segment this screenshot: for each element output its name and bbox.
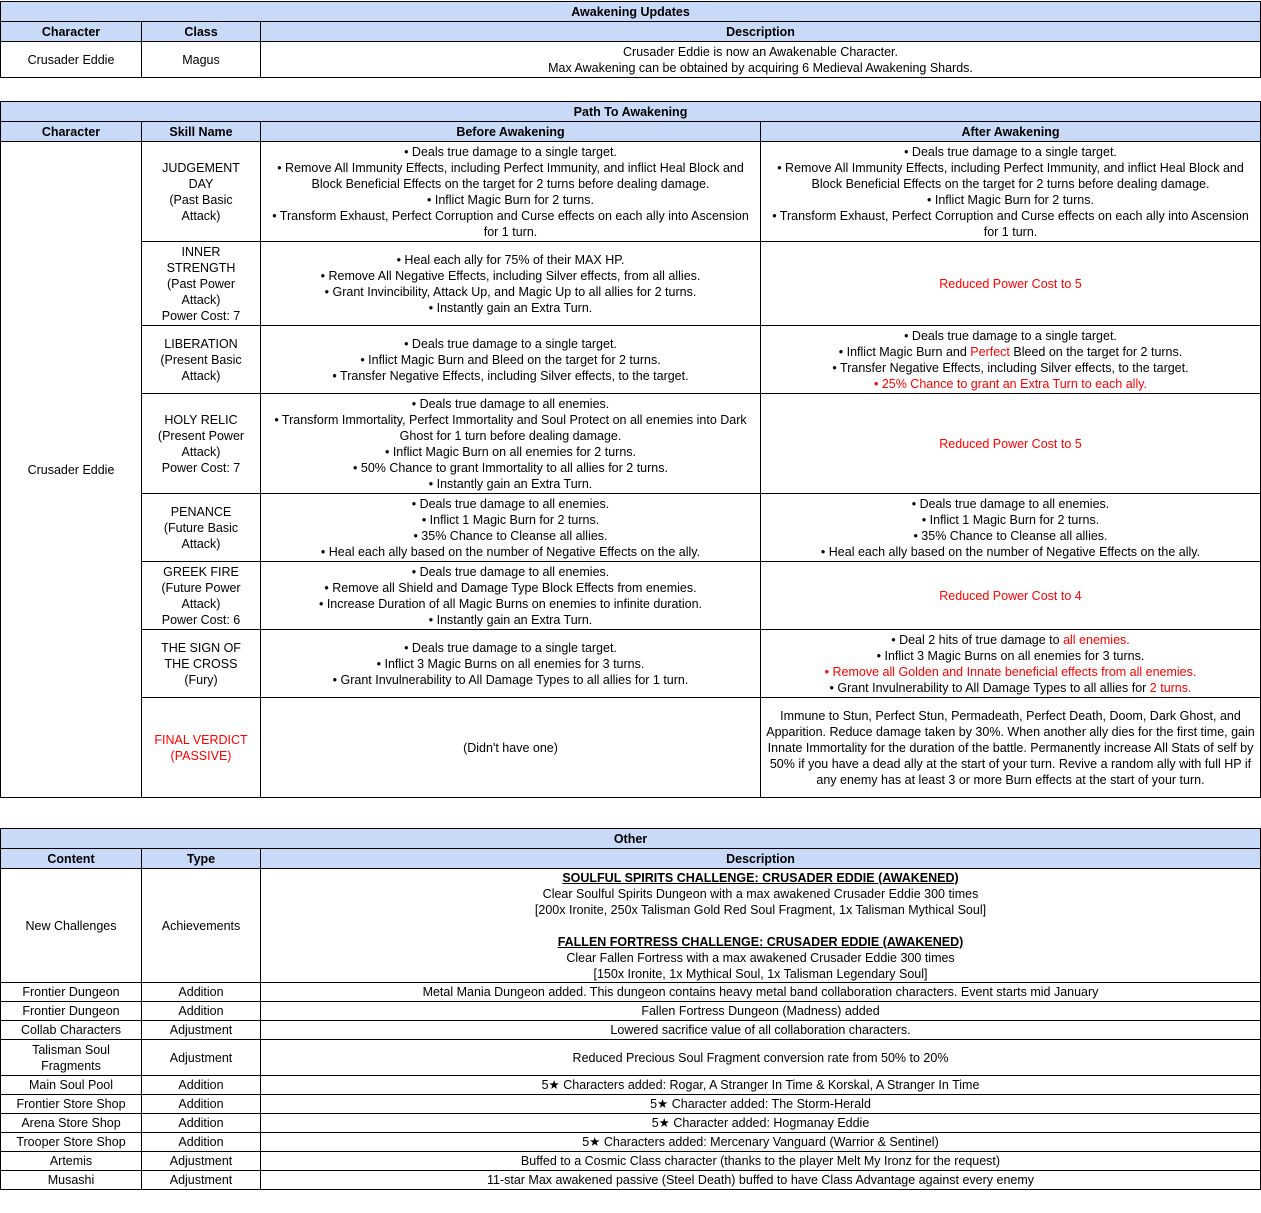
type-cell: Addition [142, 1133, 261, 1152]
after-text: Bleed on the target for 2 turns. [1009, 344, 1183, 359]
skill-after-cell: • Deals true damage to a single target. • Remove All Immunity Effects, including Perfect Immunity, and inflict Heal Block and Block Beneficial Effects on the target for 2 turns before dealing damage. • Inflict Magic Burn for 2 turns. • Transform Exhaust, Perfect Corruption and Curse effects on each ally into Ascension for 1 turn. [761, 142, 1261, 242]
skill-after-cell [761, 630, 1261, 698]
awakening-updates-title: Awakening Updates [1, 2, 1261, 22]
skill-after-cell: Reduced Power Cost to 5 [761, 242, 1261, 326]
col-header-class: Class [142, 22, 261, 42]
content-cell: Arena Store Shop [1, 1114, 142, 1133]
content-cell: Main Soul Pool [1, 1076, 142, 1095]
challenge-title: FALLEN FORTRESS CHALLENGE: CRUSADER EDDIE (AWAKENED) [557, 934, 964, 949]
type-cell: Addition [142, 983, 261, 1002]
awakening-updates-table [0, 1, 1261, 78]
skill-before-cell: • Deals true damage to a single target. • Inflict 3 Magic Burns on all enemies for 3 turns. • Grant Invulnerability to All Damage Types to all allies for 1 turn. [261, 630, 761, 698]
after-text-red: Perfect [970, 344, 1010, 359]
other-table [0, 828, 1261, 1190]
skill-before-cell: • Deals true damage to a single target. • Inflict Magic Burn and Bleed on the target for 2 turns. • Transfer Negative Effects, including Silver effects, to the target. [261, 326, 761, 394]
type-cell: Achievements [142, 869, 261, 983]
skill-after-cell: Immune to Stun, Perfect Stun, Permadeath, Perfect Death, Doom, Dark Ghost, and Apparition. Reduce damage taken by 30%. When another ally dies for the first time, gain Innate Immortality for the duration of the battle. Permanently increase All Stats of self by 50% if you have a dead ally at the start of your turn. Revive a random ally with full HP if any enemy has at least 3 or more Burn effects at the start of your turn. [761, 698, 1261, 798]
skill-before-cell: (Didn't have one) [261, 698, 761, 798]
description-cell: Metal Mania Dungeon added. This dungeon contains heavy metal band collaboration characters. Event starts mid January [261, 983, 1261, 1002]
description-cell: 5★ Characters added: Rogar, A Stranger In Time & Korskal, A Stranger In Time [261, 1076, 1261, 1095]
type-cell: Adjustment [142, 1171, 261, 1190]
col-header-description: Description [261, 22, 1261, 42]
description-cell: Buffed to a Cosmic Class character (thanks to the player Melt My Ironz for the request) [261, 1152, 1261, 1171]
path-to-awakening-table [0, 101, 1261, 798]
after-text: • Deal 2 hits of true damage to [891, 632, 1064, 647]
col-header-before-awakening: Before Awakening [261, 122, 761, 142]
col-header-skill-name: Skill Name [142, 122, 261, 142]
challenge-line: Clear Soulful Spirits Dungeon with a max awakened Crusader Eddie 300 times [542, 886, 979, 901]
skill-after-cell [761, 326, 1261, 394]
type-cell: Addition [142, 1002, 261, 1021]
content-cell: Frontier Dungeon [1, 1002, 142, 1021]
skill-name-cell: FINAL VERDICT (PASSIVE) [142, 698, 261, 798]
after-line: • Deals true damage to a single target. [904, 328, 1117, 343]
col-header-after-awakening: After Awakening [761, 122, 1261, 142]
awakening-desc-line: Max Awakening can be obtained by acquiring 6 Medieval Awakening Shards. [548, 60, 973, 75]
description-cell: Lowered sacrifice value of all collaboration characters. [261, 1021, 1261, 1040]
skill-name-cell: GREEK FIRE (Future Power Attack) Power Cost: 6 [142, 562, 261, 630]
description-cell: 5★ Character added: Hogmanay Eddie [261, 1114, 1261, 1133]
description-cell: Reduced Precious Soul Fragment conversion rate from 50% to 20% [261, 1040, 1261, 1076]
type-cell: Adjustment [142, 1152, 261, 1171]
description-cell: 5★ Characters added: Mercenary Vanguard (Warrior & Sentinel) [261, 1133, 1261, 1152]
content-cell: Frontier Dungeon [1, 983, 142, 1002]
after-line-red: • 25% Chance to grant an Extra Turn to each ally. [873, 376, 1148, 391]
skill-after-cell: • Deals true damage to all enemies. • Inflict 1 Magic Burn for 2 turns. • 35% Chance to Cleanse all allies. • Heal each ally based on the number of Negative Effects on the ally. [761, 494, 1261, 562]
path-to-awakening-title: Path To Awakening [1, 102, 1261, 122]
after-text-red: all enemies. [1063, 632, 1130, 647]
challenge-line: [200x Ironite, 250x Talisman Gold Red Soul Fragment, 1x Talisman Mythical Soul] [534, 902, 987, 917]
skill-name-cell: LIBERATION (Present Basic Attack) [142, 326, 261, 394]
type-cell: Addition [142, 1076, 261, 1095]
challenge-line: Clear Fallen Fortress with a max awakened Crusader Eddie 300 times [566, 950, 955, 965]
description-cell: 5★ Character added: The Storm-Herald [261, 1095, 1261, 1114]
description-cell: Fallen Fortress Dungeon (Madness) added [261, 1002, 1261, 1021]
spacer [264, 918, 1257, 934]
skill-before-cell: • Deals true damage to a single target. • Remove All Immunity Effects, including Perfect Immunity, and inflict Heal Block and Block Beneficial Effects on the target for 2 turns before dealing damage. • Inflict Magic Burn for 2 turns. • Transform Exhaust, Perfect Corruption and Curse effects on each ally into Ascension for 1 turn. [261, 142, 761, 242]
path-character-cell: Crusader Eddie [1, 142, 142, 798]
skill-after-cell: Reduced Power Cost to 5 [761, 394, 1261, 494]
skill-before-cell: • Deals true damage to all enemies. • Transform Immortality, Perfect Immortality and Soul Protect on all enemies into Dark Ghost for 1 turn before dealing damage. • Inflict Magic Burn on all enemies for 2 turns. • 50% Chance to grant Immortality to all allies for 2 turns. • Instantly gain an Extra Turn. [261, 394, 761, 494]
content-cell: Artemis [1, 1152, 142, 1171]
after-line [764, 632, 1257, 648]
skill-before-cell: • Heal each ally for 75% of their MAX HP. • Remove All Negative Effects, including Silver effects, from all allies. • Grant Invincibility, Attack Up, and Magic Up to all allies for 2 turns. • Instantly gain an Extra Turn. [261, 242, 761, 326]
skill-name-cell: PENANCE (Future Basic Attack) [142, 494, 261, 562]
awakening-class-cell: Magus [142, 42, 261, 78]
col-header-character: Character [1, 22, 142, 42]
awakening-description-cell [261, 42, 1261, 78]
description-cell: 11-star Max awakened passive (Steel Death) buffed to have Class Advantage against every enemy [261, 1171, 1261, 1190]
skill-after-cell: Reduced Power Cost to 4 [761, 562, 1261, 630]
type-cell: Adjustment [142, 1040, 261, 1076]
skill-name-cell: JUDGEMENT DAY (Past Basic Attack) [142, 142, 261, 242]
col-header-description: Description [261, 849, 1261, 869]
challenge-line: [150x Ironite, 1x Mythical Soul, 1x Talisman Legendary Soul] [593, 966, 928, 981]
after-line: • Transfer Negative Effects, including Silver effects, to the target. [832, 360, 1189, 375]
after-text-red: 2 turns. [1149, 680, 1192, 695]
content-cell: Musashi [1, 1171, 142, 1190]
type-cell: Addition [142, 1095, 261, 1114]
skill-name-cell: HOLY RELIC (Present Power Attack) Power Cost: 7 [142, 394, 261, 494]
after-text: • Inflict Magic Burn and [838, 344, 971, 359]
content-cell: Trooper Store Shop [1, 1133, 142, 1152]
after-line-red: • Remove all Golden and Innate beneficial effects from all enemies. [824, 664, 1197, 679]
skill-name-cell: INNER STRENGTH (Past Power Attack) Power Cost: 7 [142, 242, 261, 326]
skill-before-cell: • Deals true damage to all enemies. • Inflict 1 Magic Burn for 2 turns. • 35% Chance to Cleanse all allies. • Heal each ally based on the number of Negative Effects on the ally. [261, 494, 761, 562]
skill-name-cell: THE SIGN OF THE CROSS (Fury) [142, 630, 261, 698]
skill-before-cell: • Deals true damage to all enemies. • Remove all Shield and Damage Type Block Effects from enemies. • Increase Duration of all Magic Burns on enemies to infinite duration. • Instantly gain an Extra Turn. [261, 562, 761, 630]
type-cell: Adjustment [142, 1021, 261, 1040]
after-line [764, 344, 1257, 360]
content-cell: New Challenges [1, 869, 142, 983]
after-line [764, 680, 1257, 696]
description-cell [261, 869, 1261, 983]
challenge-title: SOULFUL SPIRITS CHALLENGE: CRUSADER EDDIE (AWAKENED) [562, 870, 959, 885]
content-cell: Collab Characters [1, 1021, 142, 1040]
content-cell: Talisman Soul Fragments [1, 1040, 142, 1076]
after-text: • Grant Invulnerability to All Damage Types to all allies for [829, 680, 1150, 695]
col-header-type: Type [142, 849, 261, 869]
other-title: Other [1, 829, 1261, 849]
awakening-desc-line: Crusader Eddie is now an Awakenable Character. [623, 44, 898, 59]
content-cell: Frontier Store Shop [1, 1095, 142, 1114]
type-cell: Addition [142, 1114, 261, 1133]
awakening-character-cell: Crusader Eddie [1, 42, 142, 78]
col-header-content: Content [1, 849, 142, 869]
after-line: • Inflict 3 Magic Burns on all enemies for 3 turns. [876, 648, 1145, 663]
col-header-character: Character [1, 122, 142, 142]
